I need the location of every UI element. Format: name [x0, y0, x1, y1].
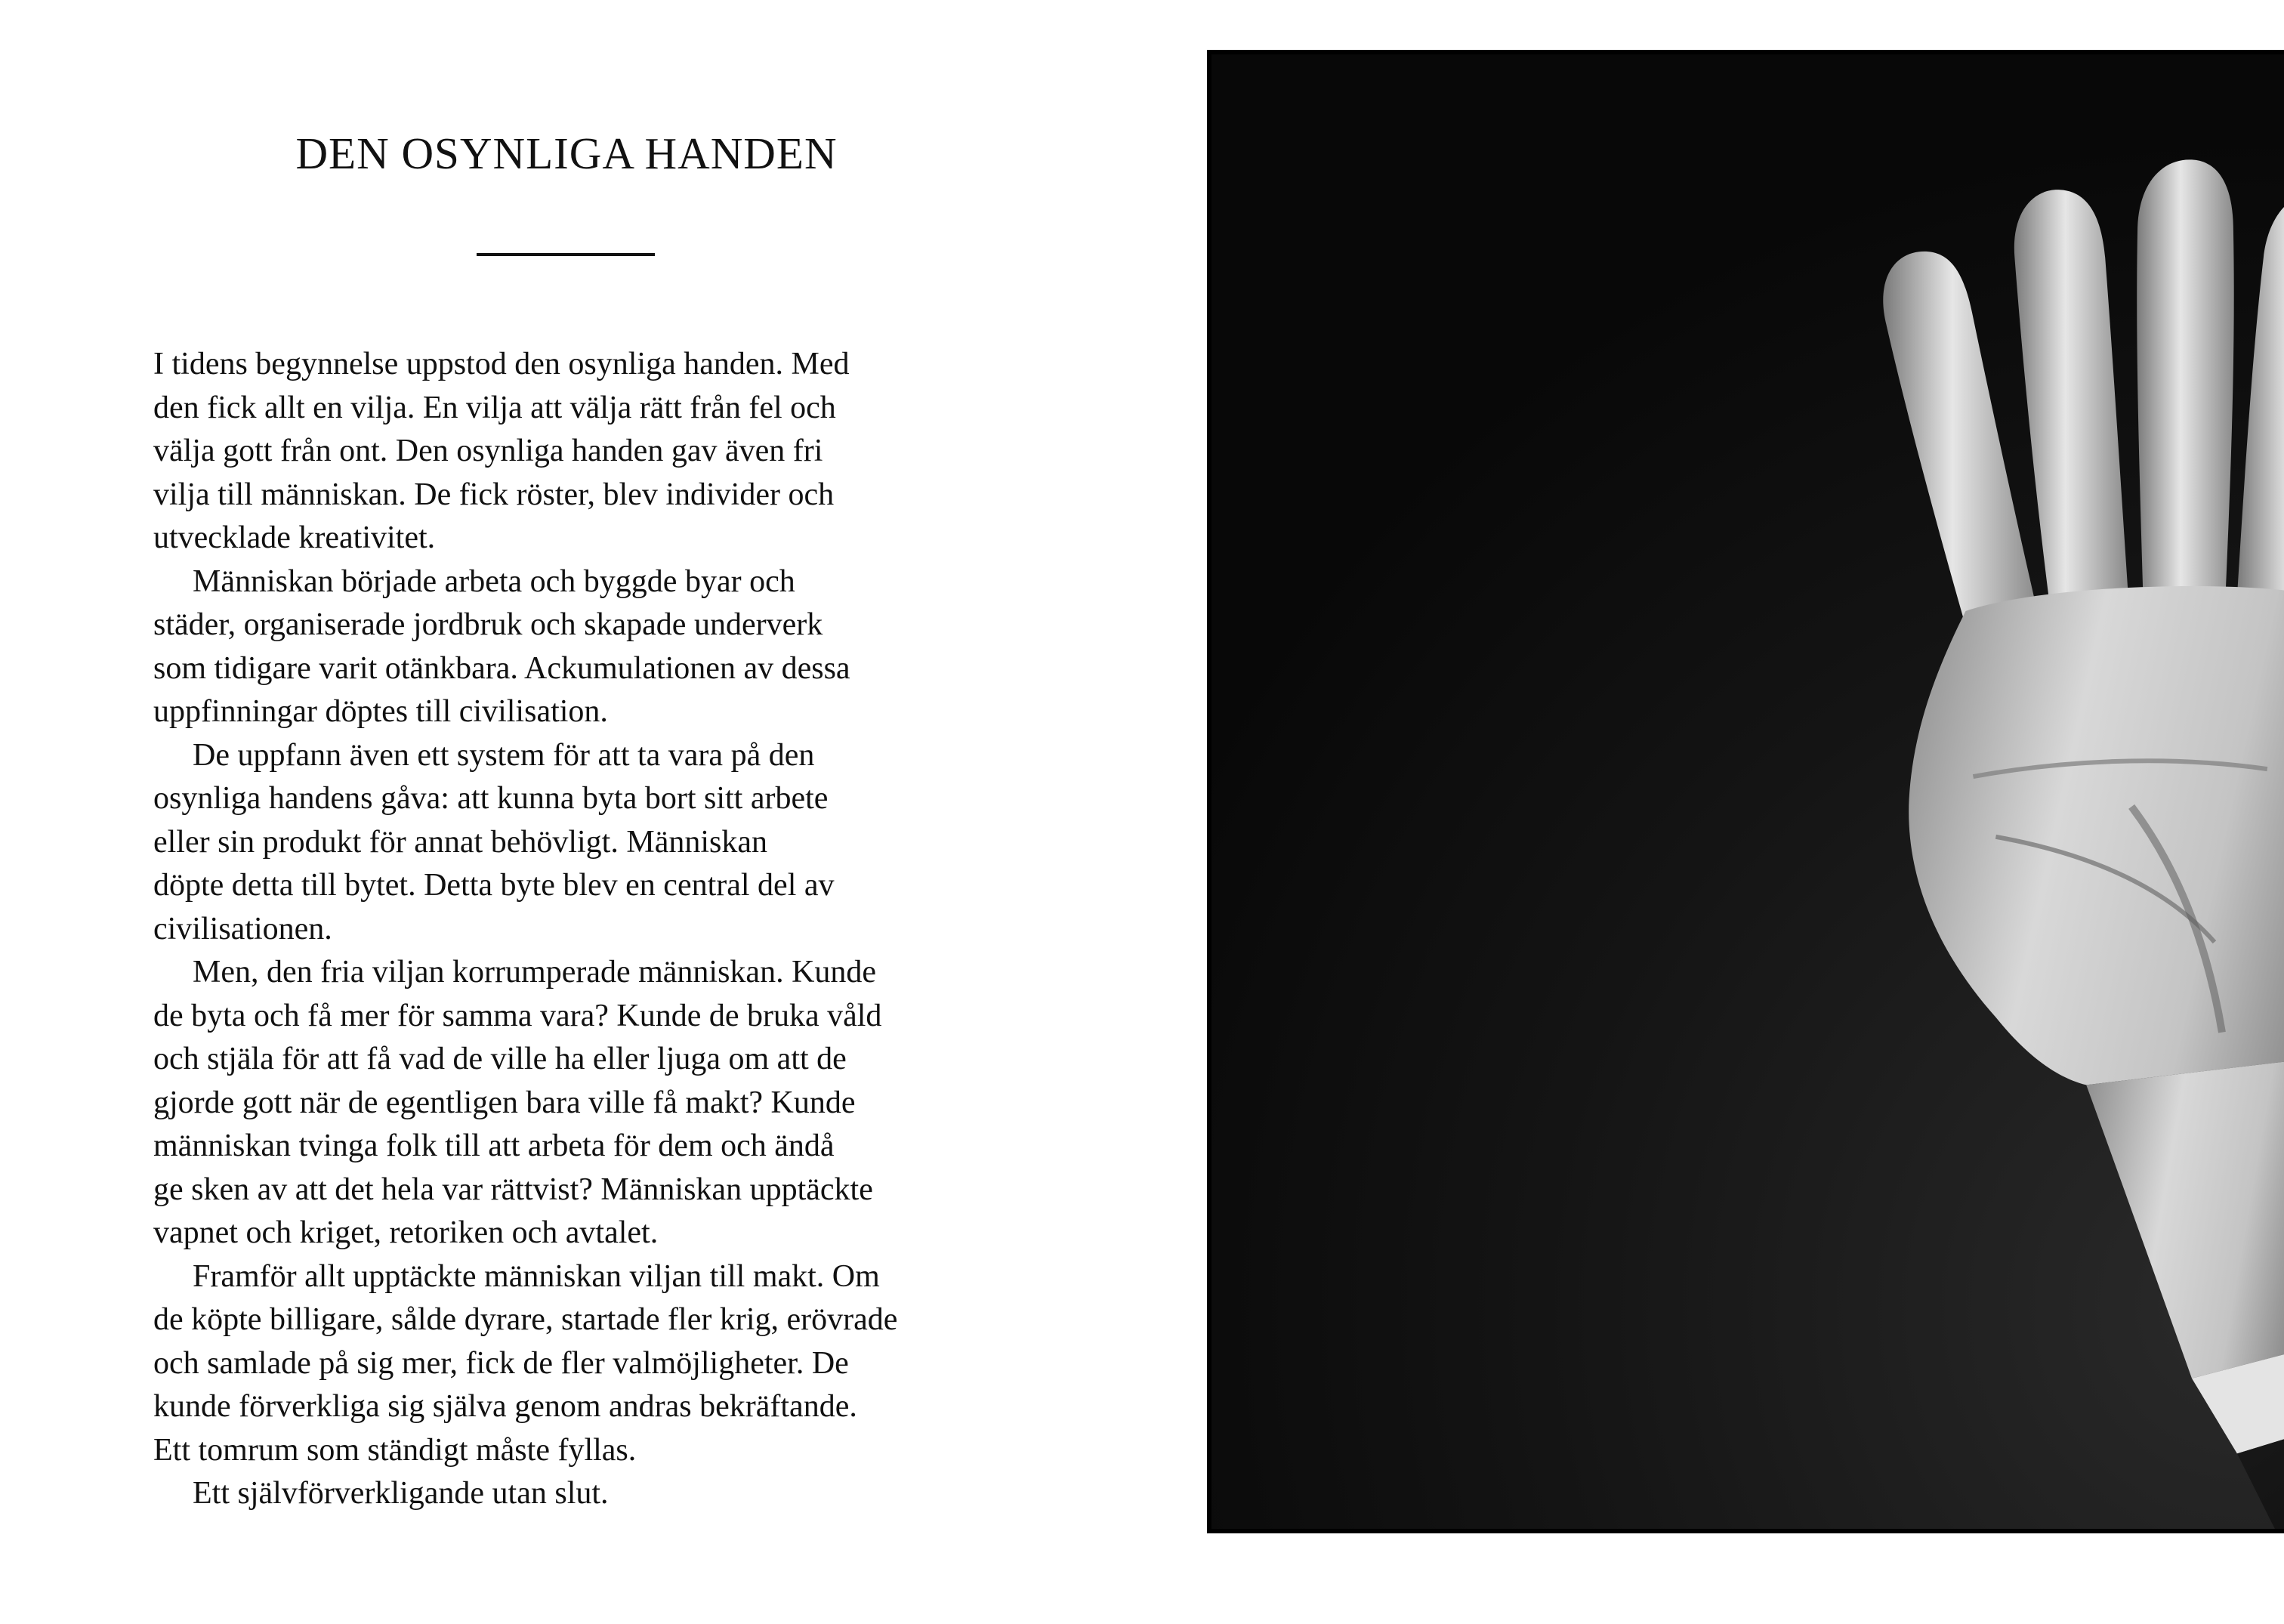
text-line: vapnet och kriget, retoriken och avtalet. [153, 1215, 659, 1250]
text-line: vilja till människan. De fick röster, blev individer och [153, 477, 835, 512]
middle-finger [2137, 159, 2234, 588]
text-line: Framför allt upptäckte människan viljan till makt. Om [193, 1258, 880, 1294]
text-line: välja gott från ont. Den osynliga handen gav även fri [153, 434, 823, 468]
paragraph [153, 951, 1007, 1255]
paragraph [153, 1255, 1007, 1473]
text-line: och stjäla för att få vad de ville ha eller ljuga om att de [153, 1042, 847, 1076]
text-line: städer, organiserade jordbruk och skapade underverk [153, 607, 823, 642]
paragraph [153, 1472, 1007, 1516]
text-line: eller sin produkt för annat behövligt. Människan [153, 824, 767, 860]
raised-hand-illustration [1211, 54, 2284, 1529]
text-line: kunde förverkliga sig själva genom andras bekräftande. [153, 1389, 857, 1424]
text-line: ge sken av att det hela var rättvist? Människan upptäckte [153, 1172, 873, 1207]
text-line: Människan började arbeta och byggde byar och [193, 563, 795, 599]
text-line: Ett tomrum som ständigt måste fyllas. [153, 1432, 637, 1468]
text-line: Ett självförverkligande utan slut. [193, 1476, 609, 1511]
page-title: DEN OSYNLIGA HANDEN [295, 128, 838, 178]
title-divider [477, 253, 655, 256]
hand-photograph [1207, 50, 2284, 1533]
text-line: civilisationen. [153, 911, 332, 946]
text-line: gjorde gott när de egentligen bara ville få makt? Kunde [153, 1085, 856, 1120]
text-line: I tidens begynnelse uppstod den osynliga handen. Med [153, 347, 850, 381]
text-line: osynliga handens gåva: att kunna byta bort sitt arbete [153, 781, 829, 816]
paragraph [153, 734, 1007, 952]
text-line: uppfinningar döptes till civilisation. [153, 694, 608, 729]
text-line: De uppfann även ett system för att ta vara på den [193, 737, 815, 773]
text-line: människan tvinga folk till att arbeta för dem och ändå [153, 1128, 835, 1163]
text-line: som tidigare varit otänkbara. Ackumulationen av dessa [153, 650, 850, 686]
paragraph [153, 343, 1007, 560]
text-line: och samlade på sig mer, fick de fler valmöjligheter. De [153, 1345, 849, 1381]
text-line: de byta och få mer för samma vara? Kunde de bruka våld [153, 998, 882, 1033]
paragraph [153, 560, 1007, 734]
text-line: utvecklade kreativitet. [153, 520, 436, 555]
text-line: döpte detta till bytet. Detta byte blev en central del av [153, 868, 835, 903]
text-line: de köpte billigare, sålde dyrare, startade fler krig, erövrade [153, 1302, 898, 1337]
text-line: Men, den fria viljan korrumperade människan. Kunde [193, 955, 877, 990]
text-line: den fick allt en vilja. En vilja att välja rätt från fel och [153, 390, 836, 425]
article-body [153, 343, 1007, 1516]
